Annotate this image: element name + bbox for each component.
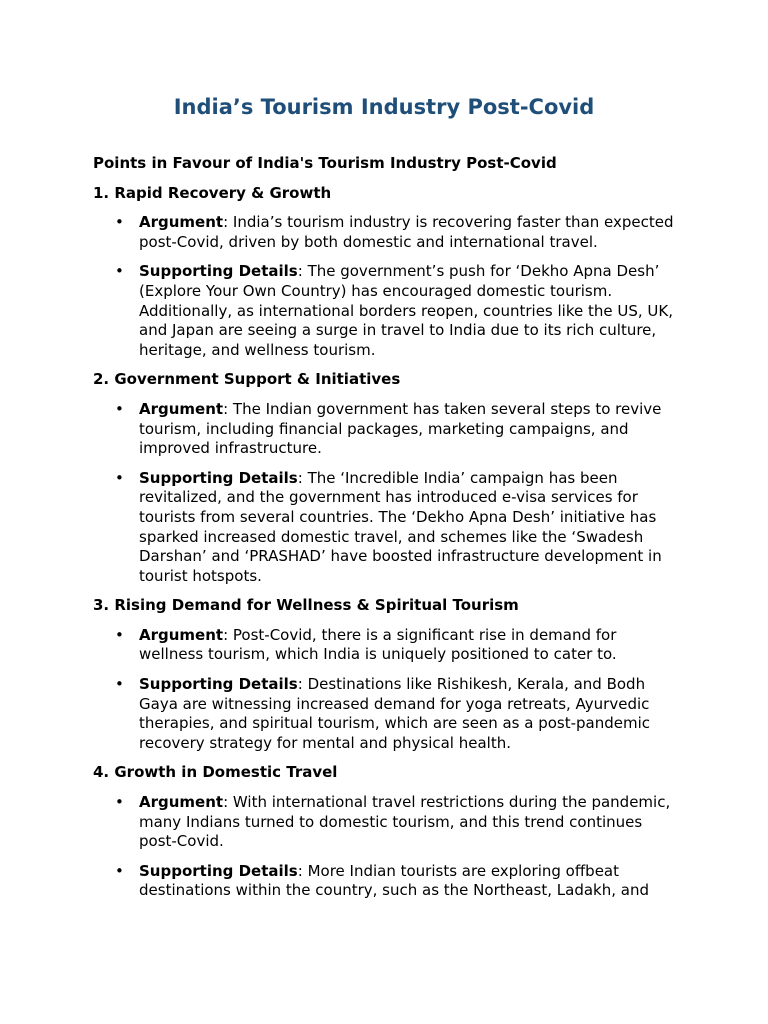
point-label: Argument bbox=[139, 625, 224, 644]
point-text: : Destinations like Rishikesh, Kerala, and Bodh Gaya are witnessing increased demand for yoga retreats, Ayurvedic therapies, and spiritual tourism, which are seen as a post-pandemic recovery strategy for mental and physical health. bbox=[139, 675, 651, 752]
bullet-icon: • bbox=[115, 213, 124, 232]
point-text: : The ‘Incredible India’ campaign has been revitalized, and the government has introduced e-visa services for tourists from several countries. The ‘Dekho Apna Desh’ initiative has sparked increased domestic travel, and schemes like the ‘Swadesh Darshan’ and ‘PRASHAD’ have boosted infrastructure development in tourist hotspots. bbox=[139, 468, 662, 585]
list-item bbox=[93, 213, 678, 252]
section-heading: 4. Growth in Domestic Travel bbox=[93, 763, 338, 782]
list-item bbox=[93, 262, 678, 360]
list-item bbox=[93, 793, 678, 852]
point-label: Supporting Details bbox=[139, 262, 298, 281]
subheading: Points in Favour of India's Tourism Industry Post-Covid bbox=[93, 154, 557, 172]
bullet-icon: • bbox=[115, 675, 124, 694]
bullet-icon: • bbox=[115, 262, 124, 281]
bullet-icon: • bbox=[115, 625, 124, 644]
list-item bbox=[93, 400, 678, 459]
list-item bbox=[93, 626, 678, 665]
point-label: Argument bbox=[139, 399, 224, 418]
list-item bbox=[93, 862, 678, 901]
point-label: Supporting Details bbox=[139, 861, 298, 880]
point-label: Supporting Details bbox=[139, 675, 298, 694]
section-heading: 1. Rapid Recovery & Growth bbox=[93, 183, 332, 202]
section-heading: 2. Government Support & Initiatives bbox=[93, 370, 401, 389]
document-body bbox=[93, 154, 678, 911]
point-label: Argument bbox=[139, 793, 224, 812]
bullet-list bbox=[93, 213, 678, 360]
point-text: : Post-Covid, there is a significant rise in demand for wellness tourism, which India is uniquely positioned to cater to. bbox=[139, 625, 617, 664]
bullet-icon: • bbox=[115, 468, 124, 487]
bullet-icon: • bbox=[115, 793, 124, 812]
list-item bbox=[93, 469, 678, 587]
document-title: India’s Tourism Industry Post-Covid bbox=[173, 95, 595, 119]
point-text: : With international travel restrictions during the pandemic, many Indians turned to domestic tourism, and this trend continues post-Covid. bbox=[139, 793, 671, 851]
bullet-icon: • bbox=[115, 861, 124, 880]
bullet-list bbox=[93, 793, 678, 901]
point-label: Argument bbox=[139, 213, 224, 232]
bullet-icon: • bbox=[115, 399, 124, 418]
point-label: Supporting Details bbox=[139, 468, 298, 487]
section-heading: 3. Rising Demand for Wellness & Spiritual Tourism bbox=[93, 596, 519, 615]
point-text: : The government’s push for ‘Dekho Apna Desh’ (Explore Your Own Country) has encouraged domestic tourism. Additionally, as international borders reopen, countries like the US, UK, and Japan are seeing a surge in travel to India due to its rich culture, heritage, and wellness tourism. bbox=[139, 262, 673, 359]
bullet-list bbox=[93, 626, 678, 754]
point-text: : More Indian tourists are exploring offbeat destinations within the country, such as the Northeast, Ladakh, and bbox=[139, 861, 649, 900]
point-text: : The Indian government has taken several steps to revive tourism, including financial packages, marketing campaigns, and improved infrastructure. bbox=[139, 399, 662, 458]
bullet-list bbox=[93, 400, 678, 586]
list-item bbox=[93, 675, 678, 753]
point-text: : India’s tourism industry is recovering faster than expected post-Covid, driven by both domestic and international travel. bbox=[139, 213, 674, 251]
